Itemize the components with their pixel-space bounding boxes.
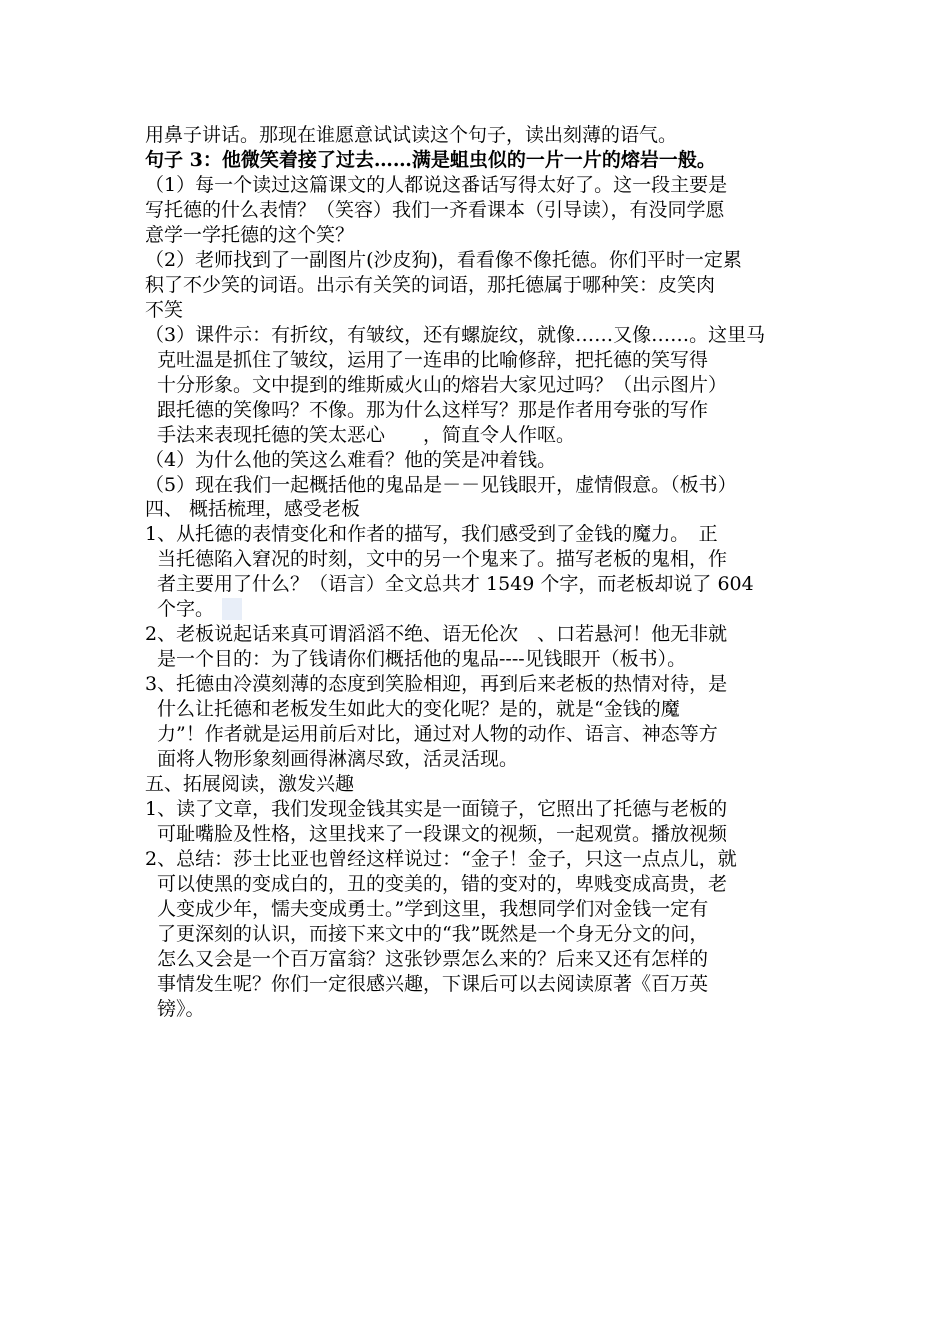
text-line: （3）课件示：有折纹，有皱纹，还有螺旋纹，就像……又像……。这里马: [145, 324, 766, 346]
text-line: （5）现在我们一起概括他的鬼品是－－见钱眼开，虚情假意。（板书）: [145, 474, 737, 496]
text-line: 了更深刻的认识，而接下来文中的“我”既然是一个身无分文的问，: [157, 923, 709, 945]
text-line: 跟托德的笑像吗？不像。那为什么这样写？那是作者用夸张的写作: [157, 399, 709, 421]
text-line: 可耻嘴脸及性格，这里找来了一段课文的视频，一起观赏。播放视频: [157, 823, 728, 845]
text-line: 不笑: [145, 299, 184, 321]
text-line: 怎么又会是一个百万富翁？这张钞票怎么来的？后来又还有怎样的: [157, 948, 709, 970]
text-line: 是一个目的：为了钱请你们概括他的鬼品----见钱眼开（板书）。: [157, 648, 687, 670]
text-line: 事情发生呢？你们一定很感兴趣，下课后可以去阅读原著《百万英: [157, 973, 709, 995]
text-line: 2、老板说起话来真可谓滔滔不绝、语无伦次 、口若悬河！他无非就: [145, 623, 728, 645]
text-line: （4）为什么他的笑这么难看？他的笑是冲着钱。: [145, 449, 557, 471]
text-line: 当托德陷入窘况的时刻，文中的另一个鬼来了。描写老板的鬼相，作: [157, 548, 728, 570]
section-heading: 四、 概括梳理，感受老板: [145, 498, 361, 520]
text-line: 人变成少年，懦夫变成勇士。”学到这里，我想同学们对金钱一定有: [157, 898, 709, 920]
section-heading: 五、拓展阅读，激发兴趣: [145, 773, 355, 795]
text-line: 3、托德由冷漠刻薄的态度到笑脸相迎，再到后来老板的热情对待，是: [145, 673, 728, 695]
text-line: 手法来表现托德的笑太恶心 ，简直令人作呕。: [157, 424, 576, 446]
text-line: 镑》。: [157, 998, 205, 1020]
text-line: 积了不少笑的词语。出示有关笑的词语，那托德属于哪种笑：皮笑肉: [145, 274, 716, 296]
text-line: 1、读了文章，我们发现金钱其实是一面镜子，它照出了托德与老板的: [145, 798, 728, 820]
text-line: 者主要用了什么？（语言）全文总共才 1549 个字，而老板却说了 604: [157, 573, 754, 595]
text-line: 用鼻子讲话。那现在谁愿意试试读这个句子，读出刻薄的语气。: [145, 124, 678, 146]
text-line: （2）老师找到了一副图片(沙皮狗)，看看像不像托德。你们平时一定累: [145, 249, 742, 271]
sentence-heading: 句子 3：他微笑着接了过去……满是蛆虫似的一片一片的熔岩一般。: [145, 149, 716, 171]
text-line: 写托德的什么表情？（笑容）我们一齐看课本（引导读），有没同学愿: [145, 199, 725, 221]
text-line: 2、总结：莎士比亚也曾经这样说过：“金子！金子，只这一点点儿，就: [145, 848, 737, 870]
text-line: 意学一学托德的这个笑？: [145, 224, 355, 246]
text-line: 十分形象。文中提到的维斯威火山的熔岩大家见过吗？（出示图片）: [157, 374, 728, 396]
text-line: （1）每一个读过这篇课文的人都说这番话写得太好了。这一段主要是: [145, 174, 728, 196]
text-line: 1、从托德的表情变化和作者的描写，我们感受到了金钱的魔力。 正: [145, 523, 718, 545]
highlight-mark: [222, 598, 242, 620]
text-line: 克吐温是抓住了皱纹，运用了一连串的比喻修辞，把托德的笑写得: [157, 349, 709, 371]
text-line: 力”！作者就是运用前后对比，通过对人物的动作、语言、神态等方: [157, 723, 718, 745]
text-line: 可以使黑的变成白的，丑的变美的，错的变对的，卑贱变成高贵，老: [157, 873, 728, 895]
text-line: 什么让托德和老板发生如此大的变化呢？是的，就是“金钱的魔: [157, 698, 680, 720]
text-line: 面将人物形象刻画得淋漓尽致，活灵活现。: [157, 748, 519, 770]
text-line: 个字。: [157, 598, 215, 620]
